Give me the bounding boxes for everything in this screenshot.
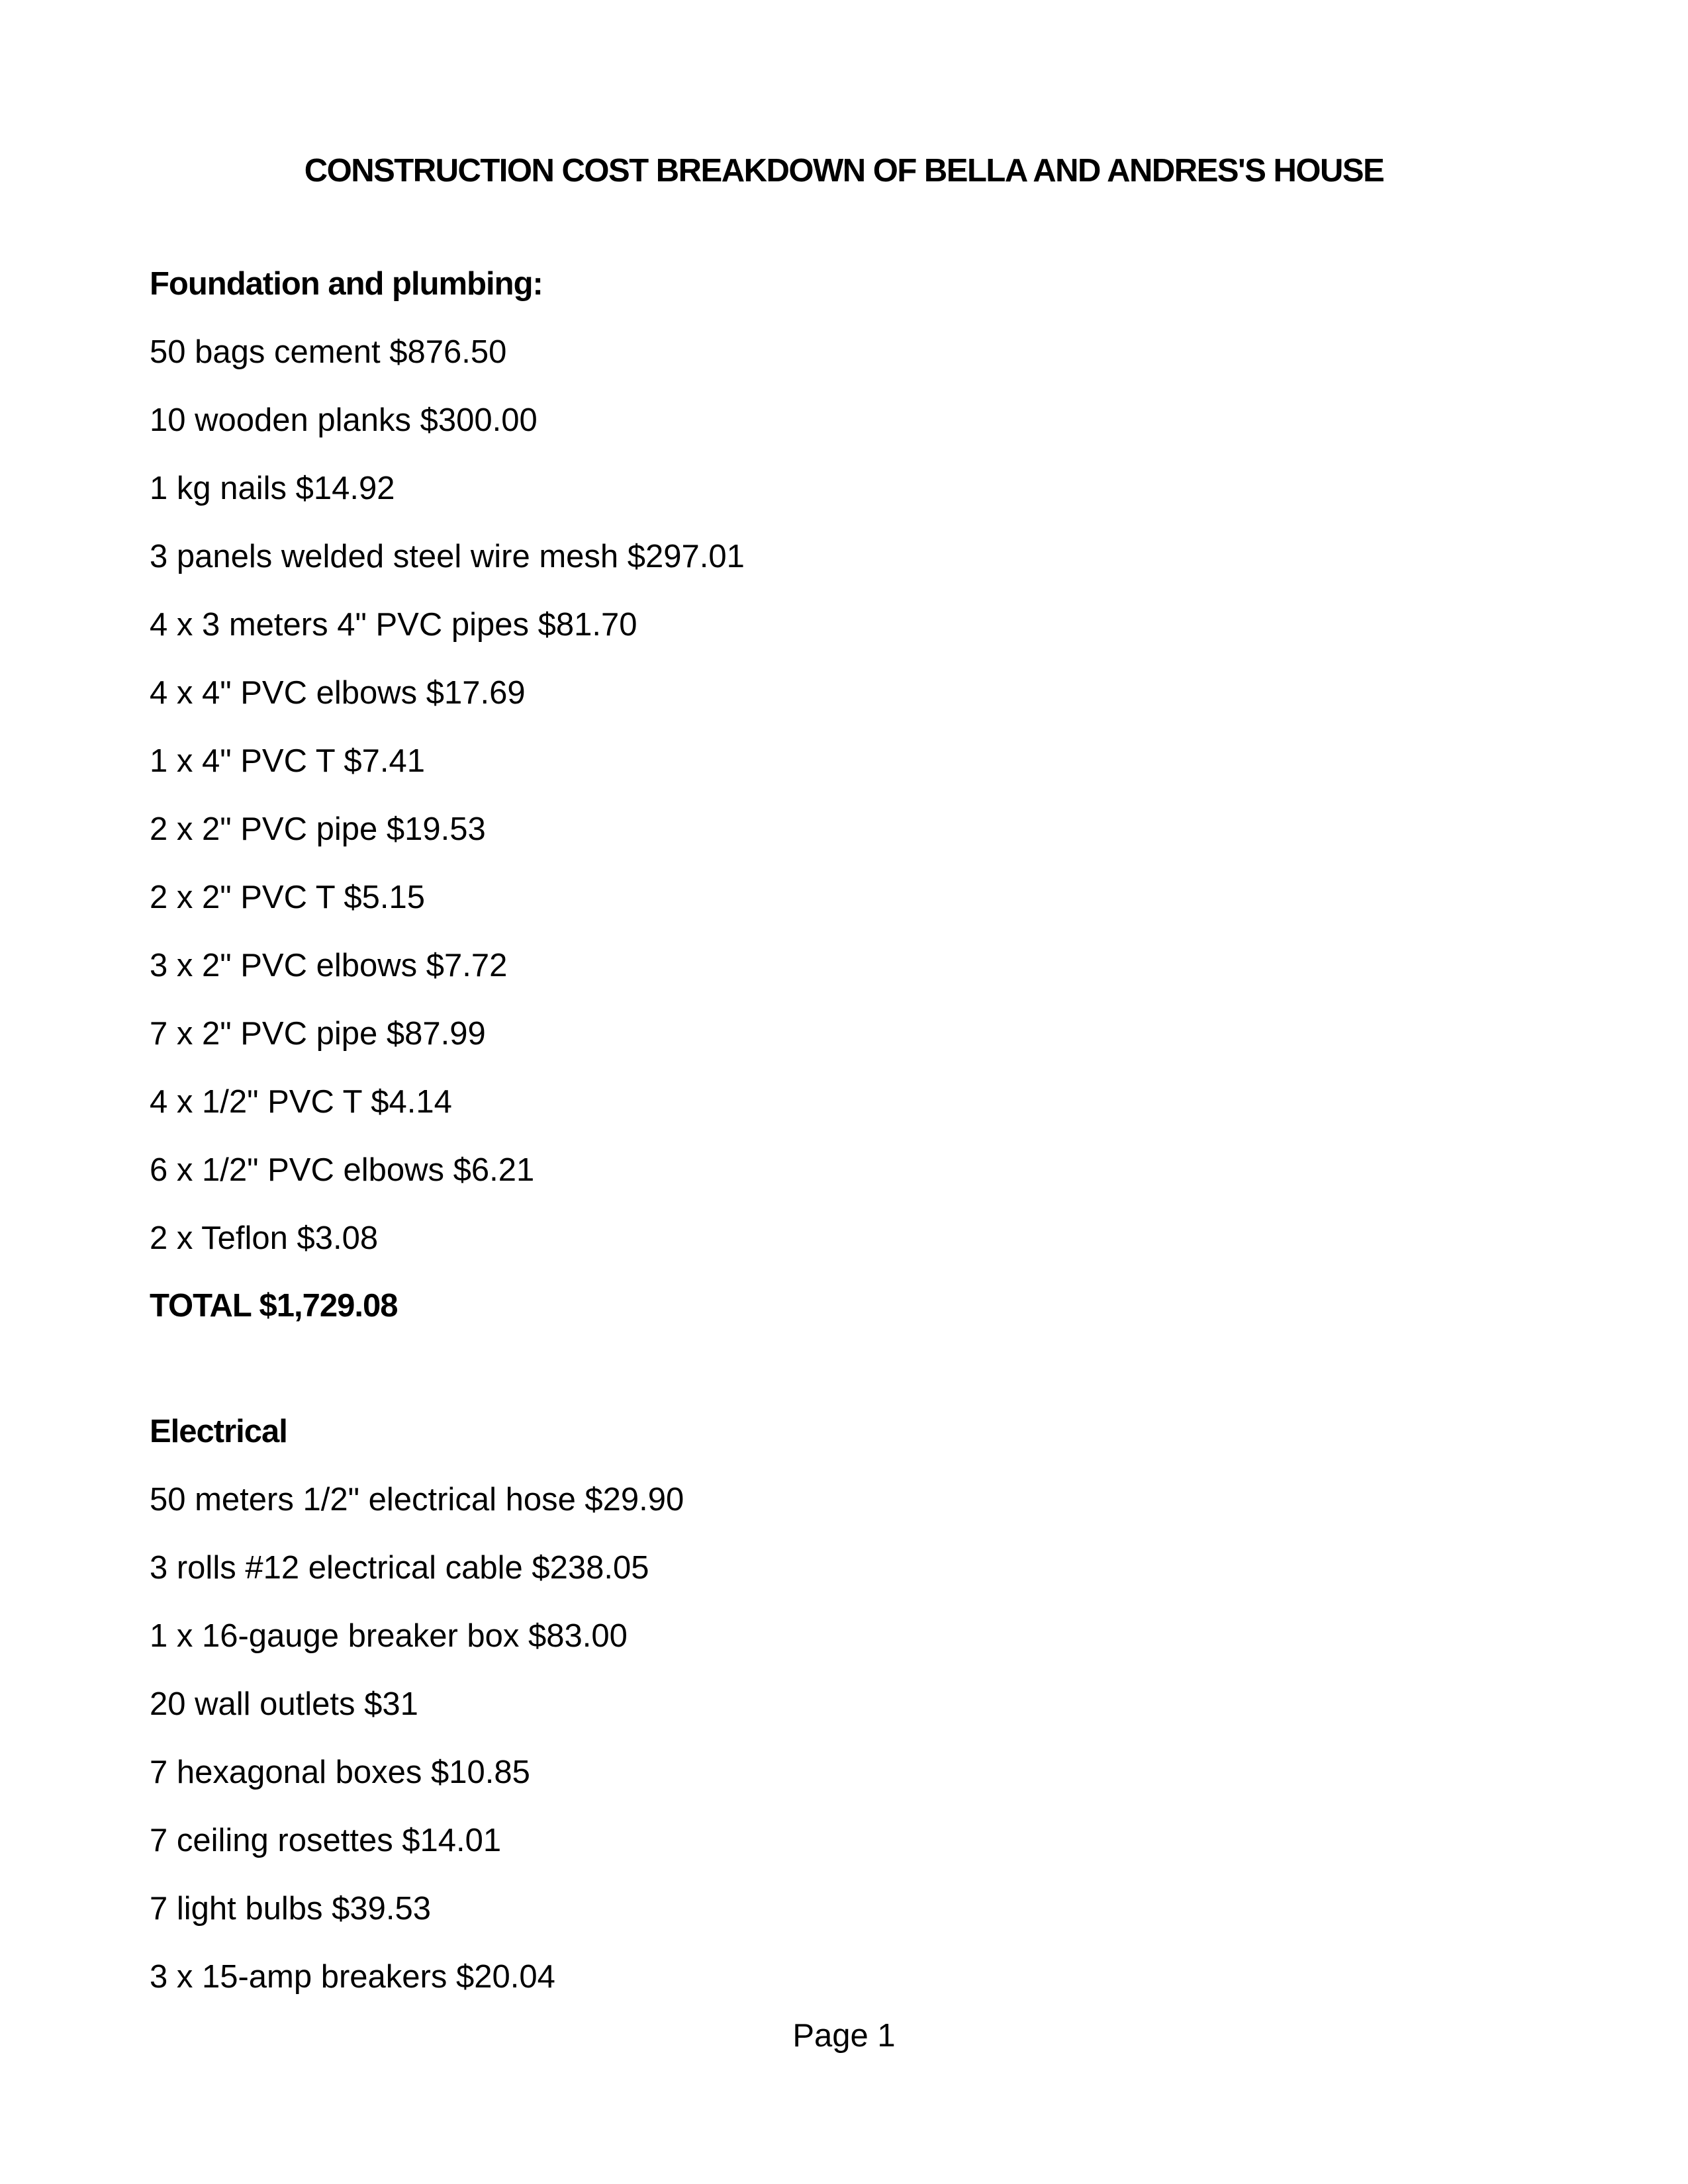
list-item: 3 panels welded steel wire mesh $297.01 — [150, 539, 745, 574]
list-item: 2 x Teflon $3.08 — [150, 1220, 379, 1256]
foundation-item-list — [150, 332, 745, 1287]
foundation-total: TOTAL $1,729.08 — [150, 1288, 398, 1324]
list-item: 7 ceiling rosettes $14.01 — [150, 1823, 502, 1858]
list-item: 3 x 2" PVC elbows $7.72 — [150, 948, 508, 983]
list-item: 50 meters 1/2" electrical hose $29.90 — [150, 1482, 684, 1518]
electrical-item-list — [150, 1480, 684, 2025]
list-item: 10 wooden planks $300.00 — [150, 402, 538, 438]
list-item: 1 kg nails $14.92 — [150, 471, 395, 506]
list-item: 1 x 16-gauge breaker box $83.00 — [150, 1618, 628, 1654]
list-item: 7 hexagonal boxes $10.85 — [150, 1754, 530, 1790]
list-item: 4 x 1/2" PVC T $4.14 — [150, 1084, 452, 1120]
document-title: CONSTRUCTION COST BREAKDOWN OF BELLA AND ANDRES'S HOUSE — [304, 153, 1384, 189]
list-item: 2 x 2" PVC pipe $19.53 — [150, 811, 486, 847]
list-item: 3 x 15-amp breakers $20.04 — [150, 1959, 555, 1995]
list-item: 6 x 1/2" PVC elbows $6.21 — [150, 1152, 535, 1188]
section-heading-electrical: Electrical — [150, 1414, 287, 1449]
list-item: 20 wall outlets $31 — [150, 1686, 418, 1722]
list-item: 7 x 2" PVC pipe $87.99 — [150, 1016, 486, 1052]
section-heading-foundation: Foundation and plumbing: — [150, 266, 543, 302]
list-item: 4 x 4" PVC elbows $17.69 — [150, 675, 526, 711]
list-item: 1 x 4" PVC T $7.41 — [150, 743, 425, 779]
page-number: Page 1 — [792, 2018, 896, 2054]
list-item: 50 bags cement $876.50 — [150, 334, 507, 370]
list-item: 3 rolls #12 electrical cable $238.05 — [150, 1550, 649, 1586]
list-item: 4 x 3 meters 4" PVC pipes $81.70 — [150, 607, 637, 643]
list-item: 2 x 2" PVC T $5.15 — [150, 880, 425, 915]
list-item: 7 light bulbs $39.53 — [150, 1891, 431, 1927]
